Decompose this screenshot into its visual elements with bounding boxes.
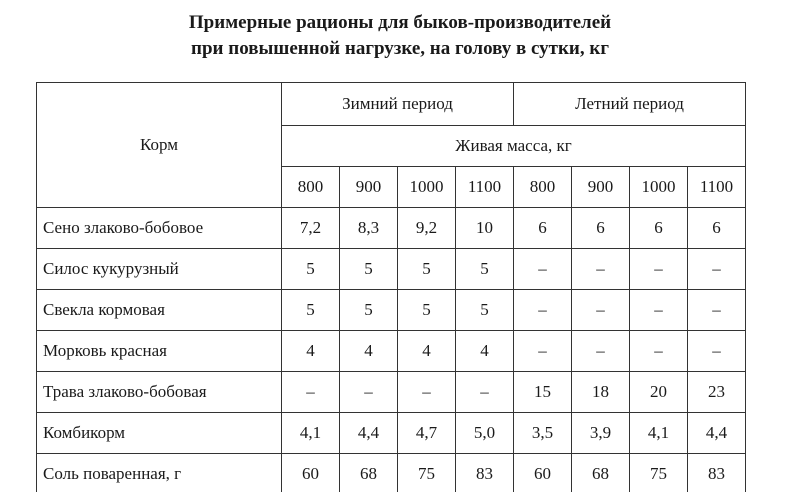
mass-header-cell: 1000 [630, 167, 688, 208]
value-cell: – [688, 290, 746, 331]
value-cell: 4,1 [630, 413, 688, 454]
value-cell: 75 [630, 454, 688, 495]
feed-name-cell: Морковь красная [37, 331, 282, 372]
value-cell: 5 [398, 249, 456, 290]
table-row [37, 208, 746, 249]
value-cell: 4,7 [398, 413, 456, 454]
value-cell: – [630, 290, 688, 331]
value-cell: – [282, 372, 340, 413]
page-bottom-edge [0, 492, 800, 499]
value-cell: 5 [456, 249, 514, 290]
value-cell: 4,1 [282, 413, 340, 454]
table-row [37, 413, 746, 454]
value-cell: – [398, 372, 456, 413]
value-cell: 9,2 [398, 208, 456, 249]
value-cell: – [688, 331, 746, 372]
value-cell: 8,3 [340, 208, 398, 249]
value-cell: 6 [688, 208, 746, 249]
value-cell: 5 [398, 290, 456, 331]
value-cell: 5 [282, 249, 340, 290]
title-line-1: Примерные рационы для быков-производителей [188, 12, 612, 33]
value-cell: 10 [456, 208, 514, 249]
value-cell: 20 [630, 372, 688, 413]
value-cell: 4 [340, 331, 398, 372]
mass-header-cell: 900 [572, 167, 630, 208]
value-cell: 68 [572, 454, 630, 495]
value-cell: 83 [688, 454, 746, 495]
value-cell: 4 [282, 331, 340, 372]
value-cell: 4,4 [688, 413, 746, 454]
value-cell: 5,0 [456, 413, 514, 454]
value-cell: 6 [630, 208, 688, 249]
value-cell: 75 [398, 454, 456, 495]
winter-period-header: Зимний период [282, 83, 514, 126]
value-cell: 5 [282, 290, 340, 331]
mass-header-cell: 1100 [688, 167, 746, 208]
value-cell: – [340, 372, 398, 413]
value-cell: 6 [572, 208, 630, 249]
value-cell: 6 [514, 208, 572, 249]
mass-header-cell: 900 [340, 167, 398, 208]
table-row [37, 249, 746, 290]
value-cell: – [572, 290, 630, 331]
value-cell: 60 [514, 454, 572, 495]
feed-name-cell: Сено злаково-бобовое [37, 208, 282, 249]
value-cell: 5 [340, 249, 398, 290]
value-cell: 3,5 [514, 413, 572, 454]
summer-period-header: Летний период [514, 83, 746, 126]
value-cell: – [688, 249, 746, 290]
ration-table [36, 82, 746, 495]
table-row [37, 290, 746, 331]
feed-name-cell: Свекла кормовая [37, 290, 282, 331]
feed-name-cell: Силос кукурузный [37, 249, 282, 290]
value-cell: – [514, 249, 572, 290]
table-title [0, 10, 800, 62]
value-cell: 83 [456, 454, 514, 495]
value-cell: 3,9 [572, 413, 630, 454]
value-cell: – [514, 331, 572, 372]
live-mass-header: Живая масса, кг [282, 126, 746, 167]
mass-header-cell: 1100 [456, 167, 514, 208]
value-cell: 7,2 [282, 208, 340, 249]
value-cell: – [572, 249, 630, 290]
value-cell: 4 [398, 331, 456, 372]
value-cell: – [456, 372, 514, 413]
mass-header-cell: 1000 [398, 167, 456, 208]
mass-header-cell: 800 [282, 167, 340, 208]
table-row [37, 454, 746, 495]
value-cell: – [572, 331, 630, 372]
feed-name-cell: Соль поваренная, г [37, 454, 282, 495]
value-cell: 4 [456, 331, 514, 372]
feed-name-cell: Комбикорм [37, 413, 282, 454]
value-cell: 18 [572, 372, 630, 413]
header-row-periods [37, 83, 746, 126]
table-row [37, 331, 746, 372]
value-cell: 60 [282, 454, 340, 495]
value-cell: 5 [340, 290, 398, 331]
feed-name-cell: Трава злаково-бобовая [37, 372, 282, 413]
value-cell: 68 [340, 454, 398, 495]
value-cell: – [630, 331, 688, 372]
value-cell: 5 [456, 290, 514, 331]
value-cell: – [514, 290, 572, 331]
value-cell: – [630, 249, 688, 290]
value-cell: 4,4 [340, 413, 398, 454]
table-body [37, 208, 746, 495]
mass-header-cell: 800 [514, 167, 572, 208]
ration-table-wrap [36, 82, 746, 495]
feed-column-header: Корм [37, 83, 282, 208]
title-line-2: при повышенной нагрузке, на голову в сутки, кг [191, 38, 609, 59]
value-cell: 15 [514, 372, 572, 413]
value-cell: 23 [688, 372, 746, 413]
table-row [37, 372, 746, 413]
